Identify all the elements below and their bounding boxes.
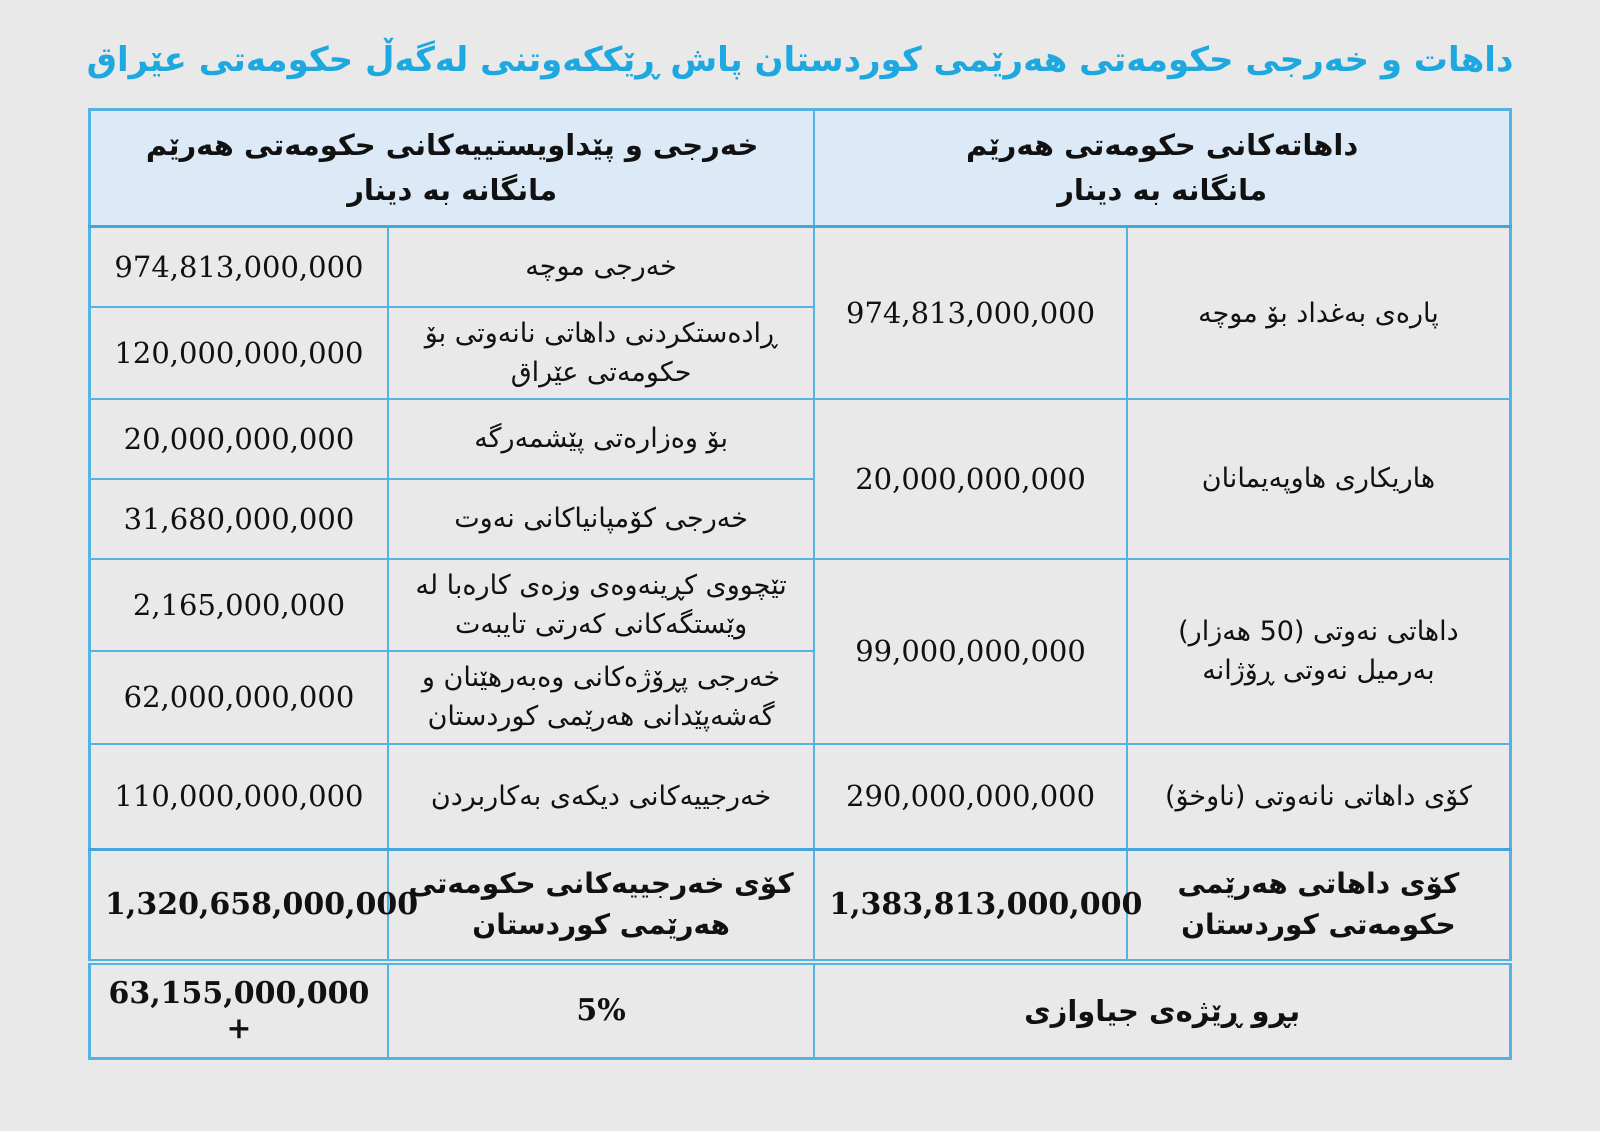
- expense-label: خەرجییەکانی دیکەی بەکاربردن: [388, 744, 814, 850]
- budget-table: [88, 108, 1512, 1060]
- table-row: [90, 744, 1511, 850]
- revenue-header-cell: [814, 110, 1510, 227]
- expense-label: ڕادەستکردنی داهاتی نانەوتی بۆ حکومەتی عێراق: [388, 307, 814, 399]
- expense-amount: 974,813,000,000: [90, 227, 388, 307]
- expense-header-cell: [90, 110, 815, 227]
- table-row: [90, 227, 1511, 307]
- table-row: [90, 559, 1511, 651]
- revenue-label: پارەی بەغداد بۆ موچە: [1127, 227, 1511, 399]
- total-revenue-label: کۆی داهاتی هەرێمی حکومەتی کوردستان: [1127, 850, 1511, 962]
- table-row: [90, 399, 1511, 479]
- expense-amount: 110,000,000,000: [90, 744, 388, 850]
- total-expense-label: کۆی خەرجییەکانی حکومەتی هەرێمی کوردستان: [388, 850, 814, 962]
- page-title: داهات و خەرجی حکومەتی هەرێمی کوردستان پاش ڕێککەوتنی لەگەڵ حکومەتی عێراق: [86, 40, 1514, 80]
- expense-amount: 20,000,000,000: [90, 399, 388, 479]
- revenue-label: داهاتی نەوتی (50 هەزار) بەرمیل نەوتی ڕۆژانە: [1127, 559, 1511, 744]
- revenue-header-line2: مانگانە بە دینار: [1057, 173, 1268, 208]
- revenue-header-line1: داهاتەکانی حکومەتی هەرێم: [966, 128, 1359, 163]
- expense-amount: 2,165,000,000: [90, 559, 388, 651]
- table-header-row: [90, 110, 1511, 227]
- expense-amount: 120,000,000,000: [90, 307, 388, 399]
- expense-label: خەرجی پڕۆژەکانی وەبەرهێنان و گەشەپێدانی هەرێمی کوردستان: [388, 651, 814, 743]
- expense-label: خەرجی موچە: [388, 227, 814, 307]
- revenue-amount: 290,000,000,000: [814, 744, 1127, 850]
- expense-label: بۆ وەزارەتی پێشمەرگە: [388, 399, 814, 479]
- expense-header-line2: مانگانە بە دینار: [347, 173, 558, 208]
- expense-amount: 62,000,000,000: [90, 651, 388, 743]
- total-expense-amount: 1,320,658,000,000: [90, 850, 388, 962]
- total-revenue-amount: 1,383,813,000,000: [814, 850, 1127, 962]
- difference-row: [90, 962, 1511, 1059]
- revenue-amount: 974,813,000,000: [814, 227, 1127, 399]
- expense-label: تێچووی کڕینەوەی وزەی کارەبا لە وێستگەکانی کەرتی تایبەت: [388, 559, 814, 651]
- expense-label: خەرجی کۆمپانیاکانی نەوت: [388, 479, 814, 559]
- expense-header-line1: خەرجی و پێداویستییەکانی حکومەتی هەرێم: [145, 128, 759, 163]
- totals-row: [90, 850, 1511, 962]
- difference-label: بڕو ڕێژەی جیاوازی: [814, 962, 1510, 1059]
- revenue-label: هاریکاری هاوپەیمانان: [1127, 399, 1511, 559]
- revenue-amount: 99,000,000,000: [814, 559, 1127, 744]
- difference-amount: 63,155,000,000 +: [90, 962, 388, 1059]
- revenue-amount: 20,000,000,000: [814, 399, 1127, 559]
- difference-percent: 5%: [388, 962, 814, 1059]
- expense-amount: 31,680,000,000: [90, 479, 388, 559]
- revenue-label: کۆی داهاتی نانەوتی (ناوخۆ): [1127, 744, 1511, 850]
